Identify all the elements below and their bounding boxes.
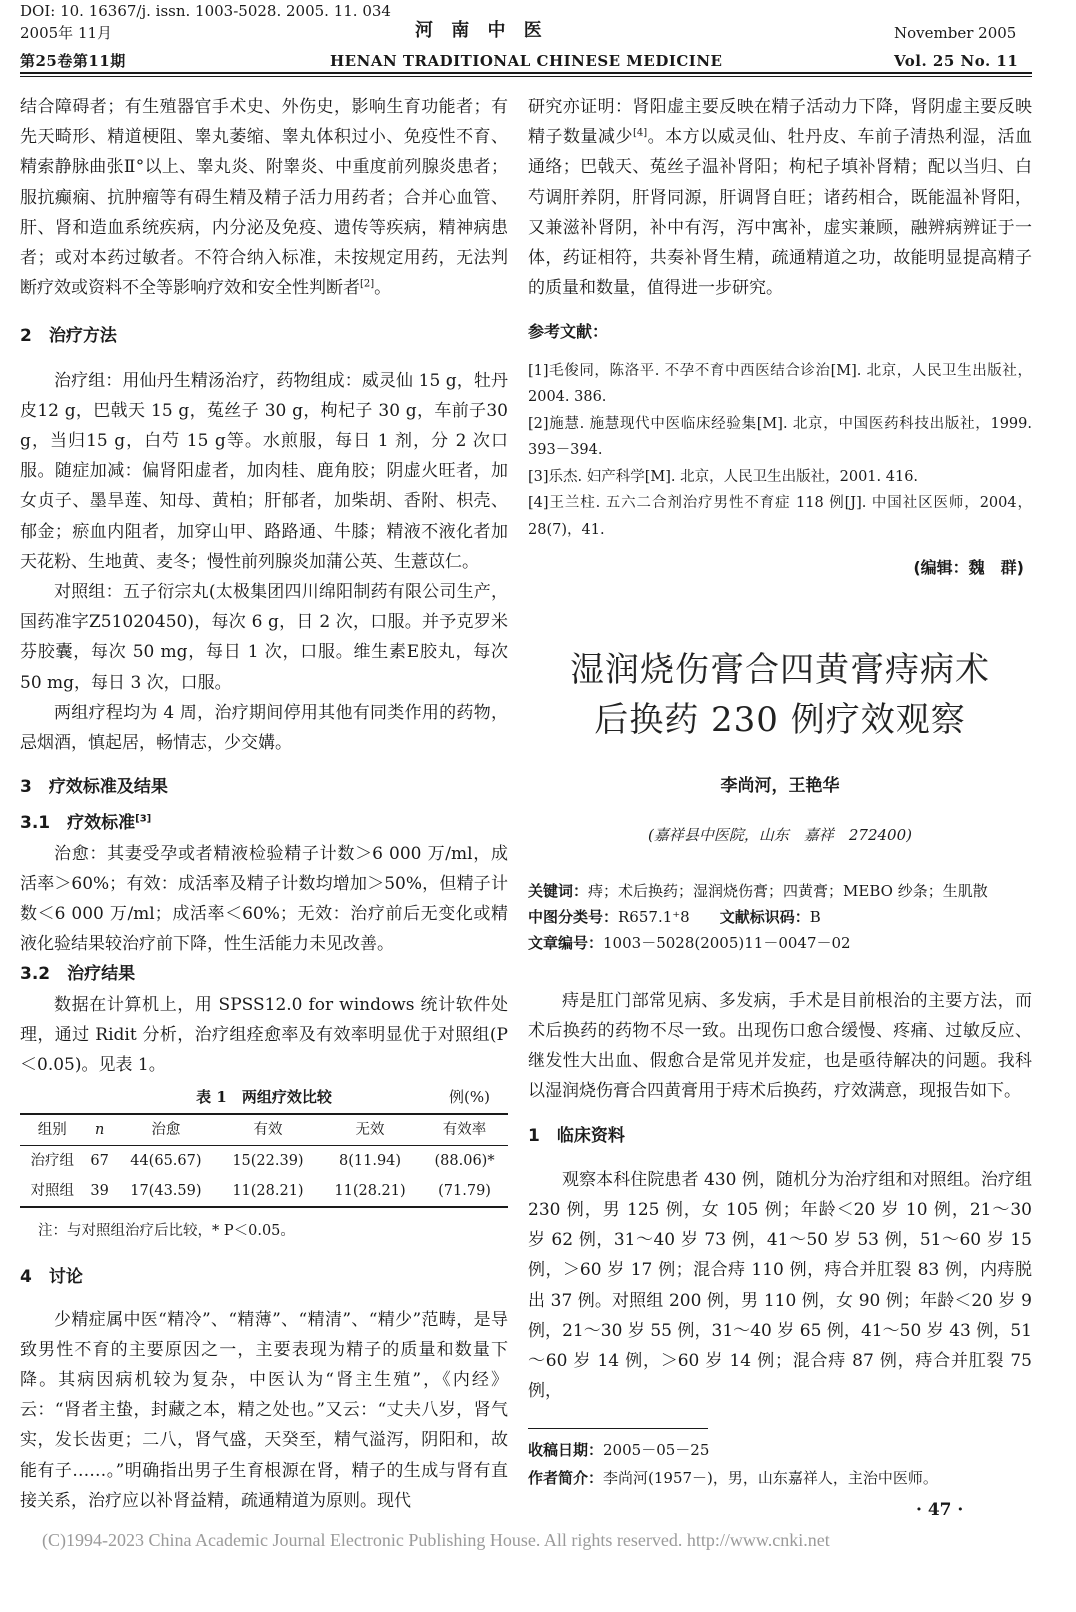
table-unit: 例(%) (449, 1088, 490, 1107)
table-cell: 11(28.21) (334, 1182, 406, 1199)
results-table (20, 1113, 508, 1209)
editor-note: (编辑：魏 群) (913, 558, 1024, 578)
header-month-en: November 2005 (894, 24, 1017, 42)
author-info: 作者简介：李尚河(1957－)，男，山东嘉祥人，主治中医师。 (528, 1469, 938, 1487)
reference-item: [4]王兰柱. 五六二合剂治疗男性不育症 118 例[J]. 中国社区医师，2004，28(7)，41. (528, 495, 1032, 538)
footnote-rule (528, 1428, 708, 1429)
table-cell: 8(11.94) (339, 1152, 402, 1169)
article-title-line-1: 湿润烧伤膏合四黄膏痔病术 (570, 650, 990, 691)
article-title-line-2: 后换药 230 例疗效观察 (594, 700, 966, 741)
table-cell: 39 (90, 1182, 109, 1199)
table-header-cell: 治愈 (151, 1121, 181, 1138)
section-heading-3-1: 3.1 疗效标准[3] (20, 813, 152, 834)
table-cell: 治疗组 (30, 1152, 74, 1169)
citation: [2] (360, 278, 375, 290)
article-affiliation: (嘉祥县中医院，山东 嘉祥 272400) (648, 825, 912, 844)
table-title: 表 1 两组疗效比较 例(%) (20, 1082, 508, 1112)
paragraph-treatment: 治疗组：用仙丹生精汤治疗，药物组成：威灵仙 15 g，牡丹皮12 g，巴戟天 15 g，菟丝子 30 g，枸杞子 30 g，车前子30 g，当归15 g，白芍 15 g等。水煎服，每日 1 剂，分 2 次口服。随症加减：偏肾阳虚者，加肉桂、鹿角胶；阴虚火旺者，加女贞子、墨旱莲、知母、黄柏；肝郁者，加柴胡、香附、枳壳、郁金；瘀血内阻者，加穿山甲、路路通、牛膝；精液不液化者加天花粉、生地黄、麦冬；慢性前列腺炎加蒲公英、生薏苡仁。 (20, 370, 508, 572)
table-cell: 17(43.59) (130, 1182, 202, 1199)
keywords: 关键词：痔；术后换药；湿润烧伤膏；四黄膏；MEBO 纱条；生肌散 (528, 881, 988, 900)
page-number: · 47 · (916, 1500, 964, 1520)
reference-item: [2]施慧. 施慧现代中医临床经验集[M]. 北京，中国医药科技出版社，1999. 393－394. (528, 415, 1032, 459)
reference-item: [1]毛俊同，陈洛平. 不孕不育中西医结合诊治[M]. 北京，人民卫生出版社，2004. 386. (528, 362, 1032, 406)
references-list (528, 358, 1032, 544)
copyright-watermark: (C)1994-2023 China Academic Journal Electronic Publishing House. All rights reserved. http://www.cnki.net (42, 1530, 830, 1550)
table-header-cell: 无效 (355, 1121, 385, 1138)
paragraph-clinical: 观察本科住院患者 430 例，随机分为治疗组和对照组。治疗组 230 例，男 125 例，女 105 例；年龄＜20 岁 10 例，21～30 岁 62 例，31～40 岁 73 例，41～50 岁 53 例，51～60 岁 15 例，＞60 岁 17 例；混合痔 110 例，痔合并肛裂 83 例，内痔脱出 37 例。对照组 200 例，男 110 例，女 90 例；年龄＜20 岁 9 例，21～30 岁 55 例，31～40 岁 65 例，41～50 岁 43 例，51～60 岁 14 例，＞60 岁 14 例；混合痔 87 例，痔合并肛裂 75 例， (528, 1169, 1032, 1402)
header-rule-thin (20, 76, 1032, 77)
header-rule (20, 72, 1032, 74)
header-volume-cn: 第25卷第11期 (20, 52, 126, 70)
section-heading-clinical: 1 临床资料 (528, 1125, 625, 1146)
header-date-cn: 2005年 11月 (20, 24, 113, 42)
table-header-cell: 组别 (37, 1121, 67, 1138)
doi: DOI: 10. 16367/j. issn. 1003-5028. 2005. 11. 034 (20, 2, 391, 20)
table-cell: 44(65.67) (130, 1152, 202, 1169)
reference-item: [3]乐杰. 妇产科学[M]. 北京，人民卫生出版社，2001. 416. (528, 468, 919, 485)
section-heading-4: 4 讨论 (20, 1267, 83, 1288)
article-number: 文章编号：1003－5028(2005)11－0047－02 (528, 933, 851, 952)
article-authors: 李尚河，王艳华 (720, 776, 840, 797)
section-heading-3: 3 疗效标准及结果 (20, 777, 168, 798)
left-column (20, 92, 508, 1516)
article-title (528, 645, 1032, 745)
paragraph-article-intro: 痔是肛门部常见病、多发病，手术是目前根治的主要方法，而术后换药的药物不尽一致。出现伤口愈合缓慢、疼痛、过敏反应、继发性大出血、假愈合是常见并发症，也是亟待解决的问题。我科以湿润烧伤膏合四黄膏用于痔术后换药，疗效满意，现报告如下。 (528, 990, 1032, 1102)
paragraph-discussion: 少精症属中医“精冷”、“精薄”、“精清”、“精少”范畴，是导致男性不育的主要原因之一，主要表现为精子的质量和数量下降。其病因病机较为复杂，中医认为“肾主生殖”，《内经》云：“肾者主蛰，封藏之本，精之处也。”又云：“丈夫八岁，肾气实，发长齿更；二八，肾气盛，天癸至，精气溢泻，阴阳和，故能有子……。”明确指出男子生育根源在肾，精子的生成与肾有直接关系，治疗应以补肾益精，疏通精道为原则。现代 (20, 1309, 508, 1511)
section-heading-3-2: 3.2 治疗结果 (20, 964, 136, 985)
footnote (528, 1436, 1032, 1492)
right-column (528, 92, 1032, 1406)
table-header-cell: 有效 (253, 1121, 283, 1138)
journal-name-cn: 河 南 中 医 (415, 20, 548, 41)
table-cell: 11(28.21) (232, 1182, 304, 1199)
table-header-row (20, 1114, 508, 1146)
table-1 (20, 1082, 508, 1246)
references-heading: 参考文献： (528, 322, 609, 342)
table-row (20, 1176, 508, 1207)
article-meta (528, 878, 1032, 956)
paragraph-course: 两组疗程均为 4 周，治疗期间停用其他有同类作用的药物，忌烟酒，慎起居，畅情志，少交媾。 (20, 702, 508, 754)
table-header-cell: n (94, 1121, 105, 1138)
paragraph-exclusion: 结合障碍者；有生殖器官手术史、外伤史，影响生育功能者；有先天畸形、精道梗阻、睾丸萎缩、睾丸体积过小、免疫性不育、精索静脉曲张Ⅱ°以上、睾丸炎、附睾炎、中重度前列腺炎患者；服抗癫痫、抗肿瘤等有碍生精及精子活力用药者；合并心血管、肝、肾和造血系统疾病，内分泌及免疫、遗传等疾病，精神病患者；或对本药过敏者。不符合纳入标准，未按规定用药，无法判断疗效或资料不全等影响疗效和安全性判断者[2]。 (20, 97, 508, 299)
paragraph-result: 数据在计算机上，用 SPSS12.0 for windows 统计软件处理，通过 Ridit 分析，治疗组痊愈率及有效率明显优于对照组(P＜0.05)。见表 1。 (20, 994, 508, 1076)
header-volume-en: Vol. 25 No. 11 (894, 52, 1019, 70)
table-cell: 15(22.39) (232, 1152, 304, 1169)
table-cell: 67 (90, 1152, 109, 1169)
table-cell: (88.06)* (434, 1152, 495, 1169)
classification: 中图分类号：R657.1⁺8 文献标识码：B (528, 907, 821, 926)
table-cell: (71.79) (438, 1182, 491, 1199)
journal-name-en: HENAN TRADITIONAL CHINESE MEDICINE (330, 52, 723, 70)
paragraph-control: 对照组：五子衍宗丸(太极集团四川绵阳制药有限公司生产，国药准字Z51020450)，每次 6 g，日 2 次，口服。并予克罗米芬胶囊，每次 50 mg，每日 1 次，口服。维生素E胶丸，每次 50 mg，每日 3 次，口服。 (20, 582, 508, 693)
table-note: 注：与对照组治疗后比较，* P＜0.05。 (38, 1223, 295, 1240)
citation: [4] (632, 127, 648, 139)
table-header-cell: 有效率 (442, 1121, 487, 1138)
table-row (20, 1145, 508, 1176)
paragraph-discussion-cont: 研究亦证明：肾阳虚主要反映在精子活动力下降，肾阴虚主要反映精子数量减少[4]。本方以威灵仙、牡丹皮、车前子清热利湿，活血通络；巴戟天、菟丝子温补肾阳；枸杞子填补肾精；配以当归、白芍调肝养阴，肝肾同源，肝调肾自旺；诸药相合，既能温补肾阳，又兼滋补肾阴，补中有泻，泻中寓补，虚实兼顾，融辨病辨证于一体，药证相符，共奏补肾生精，疏通精道之功，故能明显提高精子的质量和数量，值得进一步研究。 (528, 97, 1033, 299)
table-cell: 对照组 (30, 1182, 74, 1199)
paragraph-criteria: 治愈：其妻受孕或者精液检验精子计数＞6 000 万/ml，成活率＞60%；有效：成活率及精子计数均增加＞50%，但精子计数＜6 000 万/ml；成活率＜60%；无效：治疗前后无变化或精液化验结果较治疗前下降，性生活能力未见改善。 (20, 843, 508, 955)
received-date: 收稿日期：2005－05－25 (528, 1441, 710, 1459)
section-heading-2: 2 治疗方法 (20, 326, 117, 347)
